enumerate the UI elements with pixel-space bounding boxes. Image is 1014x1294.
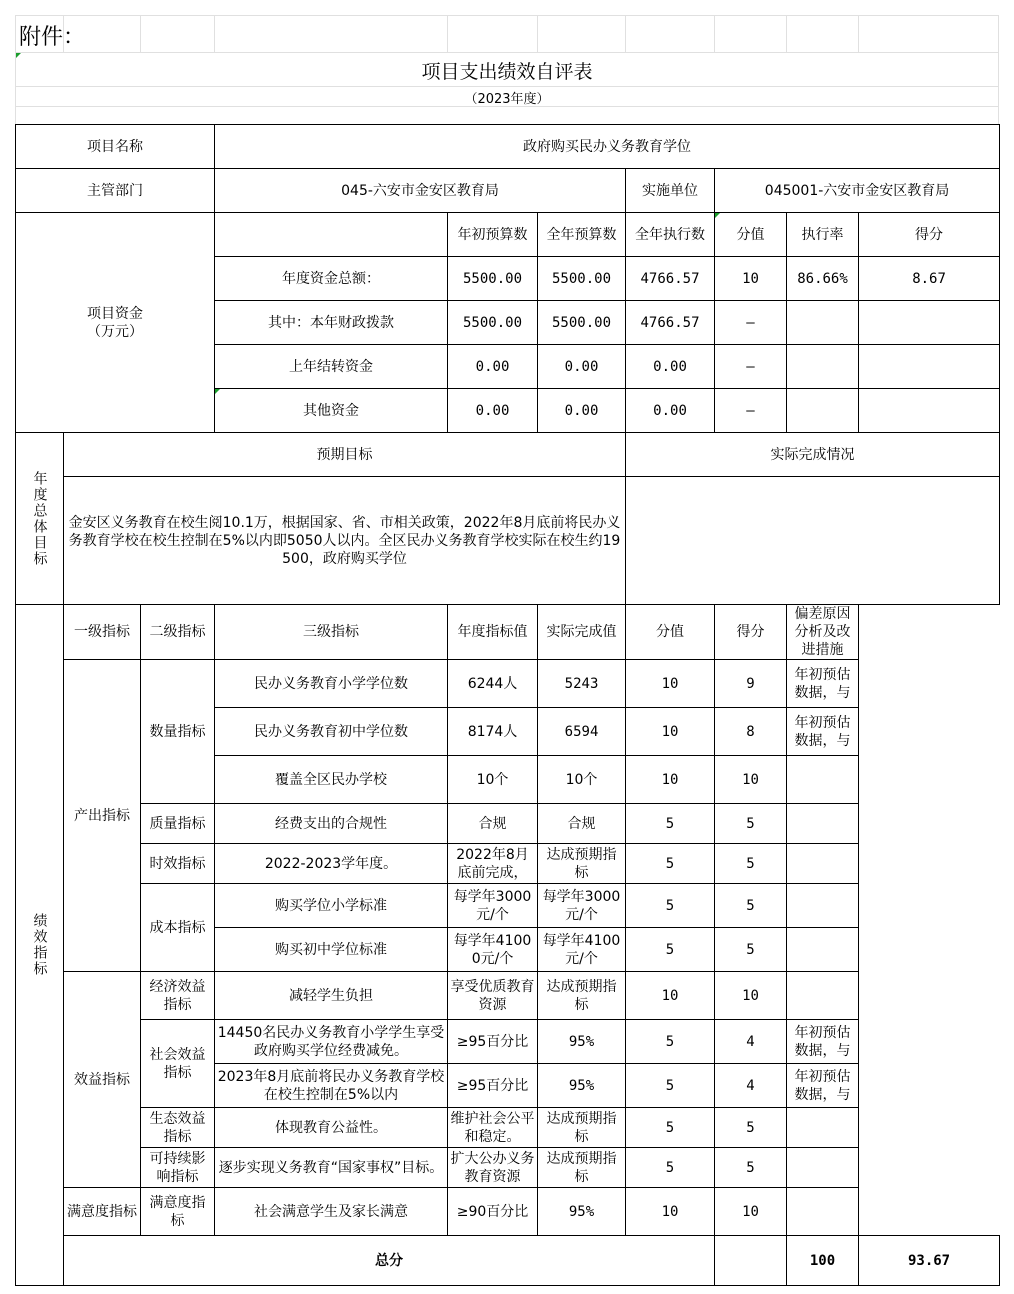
page-subtitle: （2023年度） [464,92,550,107]
sheet-gridline [140,15,141,52]
funds-annual[interactable]: 0.00 [538,345,626,389]
indicator-score[interactable]: 5 [715,1108,787,1148]
funds-score[interactable]: 8.67 [859,257,1000,301]
indicator-note-text: 年初预估数据，与 [794,666,851,701]
funds-header-blank [215,213,448,257]
level2-timeliness: 时效指标 [141,844,215,884]
indicator-actual[interactable]: 5243 [538,660,626,708]
indicator-name: 逐步实现义务教育“国家事权”目标。 [215,1148,448,1188]
dept-value[interactable]: 045-六安市金安区教育局 [215,169,626,213]
indicator-note[interactable] [787,844,859,884]
indicator-note[interactable] [787,708,859,756]
indicator-target[interactable] [448,1108,538,1148]
indicator-score-value[interactable]: 5 [626,928,715,972]
indicator-actual[interactable]: 达成预期指标 [538,1108,626,1148]
cell-comment-marker [16,53,21,58]
indicator-actual[interactable]: 每学年4100元/个 [538,928,626,972]
indicator-score-value[interactable]: 10 [626,972,715,1020]
dept-label: 主管部门 [16,169,215,213]
indicator-actual[interactable]: 合规 [538,804,626,844]
indicator-name: 覆盖全区民办学校 [215,756,448,804]
indicator-note[interactable] [787,1108,859,1148]
indicator-score-value[interactable]: 5 [626,844,715,884]
funds-executed[interactable]: 4766.57 [626,257,715,301]
funds-initial[interactable]: 5500.00 [448,257,538,301]
unit-value[interactable]: 045001-六安市金安区教育局 [715,169,1000,213]
level2-social: 社会效益指标 [141,1020,215,1108]
sheet-gridline [786,15,787,52]
indicator-note[interactable] [787,928,859,972]
funds-header-cell: 分值 [715,213,787,257]
indicator-target[interactable] [448,844,538,884]
funds-executed[interactable]: 0.00 [626,389,715,433]
funds-annual[interactable]: 0.00 [538,389,626,433]
indicator-score-value[interactable]: 5 [626,804,715,844]
level2-quantity: 数量指标 [141,660,215,804]
indicator-score-value[interactable]: 5 [626,884,715,928]
project-name-value[interactable]: 政府购买民办义务教育学位 [215,125,1000,169]
funds-score[interactable] [859,301,1000,345]
page-title: 项目支出绩效自评表 [421,61,593,83]
indicator-target[interactable]: 享受优质教育资源 [448,972,538,1020]
funds-rate[interactable] [787,389,859,433]
indicator-score[interactable]: 5 [715,1148,787,1188]
indicator-actual[interactable]: 95% [538,1020,626,1064]
indicator-note[interactable] [787,660,859,708]
indicator-note[interactable] [787,756,859,804]
goals-actual-label: 实际完成情况 [626,433,1000,477]
goals-label: 年度总体目标 [16,433,64,605]
indicator-score[interactable]: 5 [715,844,787,884]
funds-header-cell: 得分 [859,213,1000,257]
indicator-score[interactable]: 8 [715,708,787,756]
funds-row-name: 其他资金 [215,389,448,433]
goals-expected-text[interactable]: 金安区义务教育在校生阅10.1万，根据国家、省、市相关政策，2022年8月底前将民办义务教育学校在校生控制在5%以内即5050人以内。全区民办义务教育学校实际在校生约19500，政府购买学位 [64,477,626,605]
indicator-header: 年度指标值 [448,605,538,660]
indicator-score-value[interactable]: 5 [626,1108,715,1148]
indicator-actual[interactable]: 95% [538,1064,626,1108]
indicator-name: 社会满意学生及家长满意 [215,1188,448,1236]
indicator-name: 购买学位小学标准 [215,884,448,928]
indicator-target[interactable]: 6244人 [448,660,538,708]
indicator-name: 民办义务教育小学学位数 [215,660,448,708]
funds-score-value[interactable]: — [715,389,787,433]
indicator-score-value[interactable]: 5 [626,1020,715,1064]
indicator-score[interactable]: 10 [715,756,787,804]
indicator-target-text: 扩大公办义务教育资源 [450,1150,535,1185]
funds-header-cell: 年初预算数 [448,213,538,257]
indicator-score-value[interactable]: 5 [626,1064,715,1108]
funds-row-name: 其中：本年财政拨款 [215,301,448,345]
level1-benefit: 效益指标 [64,972,141,1188]
funds-label [16,213,215,433]
unit-label: 实施单位 [626,169,715,213]
indicator-name: 2023年8月底前将民办义务教育学校在校生控制在5%以内 [215,1064,448,1108]
funds-score-value[interactable]: — [715,345,787,389]
level2-quality: 质量指标 [141,804,215,844]
funds-row-name: 上年结转资金 [215,345,448,389]
sheet-gridline [15,86,999,87]
indicator-name: 2022-2023学年度。 [215,844,448,884]
indicator-header: 得分 [715,605,787,660]
funds-initial[interactable]: 5500.00 [448,301,538,345]
indicator-score[interactable]: 9 [715,660,787,708]
funds-score-value[interactable]: 10 [715,257,787,301]
funds-score-value[interactable]: — [715,301,787,345]
indicator-name: 民办义务教育初中学位数 [215,708,448,756]
indicator-target[interactable]: 8174人 [448,708,538,756]
indicator-actual[interactable]: 每学年3000元/个 [538,884,626,928]
funds-header-cell: 全年预算数 [538,213,626,257]
funds-annual[interactable]: 5500.00 [538,301,626,345]
level1-output: 产出指标 [64,660,141,972]
funds-rate[interactable] [787,301,859,345]
indicator-score[interactable]: 5 [715,804,787,844]
funds-label-text: 项目资金 （万元） [87,305,143,340]
indicator-target-text: 维护社会公平和稳定。 [450,1110,535,1145]
indicator-target[interactable]: 10个 [448,756,538,804]
indicator-name: 购买初中学位标准 [215,928,448,972]
funds-header-cell: 执行率 [787,213,859,257]
indicator-score[interactable]: 4 [715,1020,787,1064]
indicator-header: 偏差原因分析及改进措施 [787,605,859,660]
sheet-gridline [447,15,448,52]
indicator-score[interactable]: 10 [715,972,787,1020]
sheet-gridline [15,15,999,16]
indicator-name: 14450名民办义务教育小学学生享受政府购买学位经费减免。 [215,1020,448,1064]
indicator-actual[interactable]: 6594 [538,708,626,756]
funds-initial[interactable]: 0.00 [448,389,538,433]
indicator-note-text: 年初预估数据，与 [794,1068,851,1103]
indicator-target[interactable]: 合规 [448,804,538,844]
indicator-name: 经费支出的合规性 [215,804,448,844]
indicator-target[interactable]: ≥95百分比 [448,1020,538,1064]
indicator-actual[interactable]: 达成预期指标 [538,1148,626,1188]
indicator-note[interactable] [787,804,859,844]
funds-initial[interactable]: 0.00 [448,345,538,389]
funds-executed[interactable]: 4766.57 [626,301,715,345]
indicator-note[interactable] [787,1020,859,1064]
attachment-label: 附件： [19,25,86,50]
funds-header-cell: 全年执行数 [626,213,715,257]
indicator-note-text: 年初预估数据，与 [794,1024,851,1059]
indicator-score-value[interactable]: 5 [626,1148,715,1188]
indicator-score-value[interactable]: 10 [626,660,715,708]
indicator-actual[interactable]: 达成预期指标 [538,844,626,884]
total-blank [715,1236,787,1286]
level1-satisfaction: 满意度指标 [64,1188,141,1236]
indicators-label: 绩效指标 [16,605,64,1286]
indicator-score[interactable]: 5 [715,884,787,928]
indicator-note-text: 年初预估数据，与 [794,714,851,749]
indicator-header: 二级指标 [141,605,215,660]
indicator-header: 三级指标 [215,605,448,660]
indicator-note[interactable] [787,1064,859,1108]
sheet-gridline [537,15,538,52]
indicator-header: 一级指标 [64,605,141,660]
indicator-target[interactable] [448,1148,538,1188]
indicator-score[interactable]: 4 [715,1064,787,1108]
funds-row-name: 年度资金总额： [215,257,448,301]
level2-ecological: 生态效益指标 [141,1108,215,1148]
funds-score[interactable] [859,389,1000,433]
sheet-gridline [714,15,715,52]
sheet-gridline [214,15,215,52]
indicator-header: 实际完成值 [538,605,626,660]
goals-expected-label: 预期目标 [64,433,626,477]
total-label: 总分 [64,1236,715,1286]
indicator-target-text: 2022年8月底前完成， [456,846,529,881]
funds-annual[interactable]: 5500.00 [538,257,626,301]
funds-rate[interactable]: 86.66% [787,257,859,301]
project-name-label: 项目名称 [16,125,215,169]
indicator-target[interactable]: 每学年3000元/个 [448,884,538,928]
indicator-target[interactable]: ≥90百分比 [448,1188,538,1236]
level2-sustainable: 可持续影响指标 [141,1148,215,1188]
indicator-note[interactable] [787,972,859,1020]
indicator-name: 减轻学生负担 [215,972,448,1020]
indicator-target[interactable]: ≥95百分比 [448,1064,538,1108]
indicator-note[interactable] [787,1148,859,1188]
performance-table [15,124,1000,1286]
sheet-gridline [625,15,626,52]
indicator-score[interactable]: 10 [715,1188,787,1236]
indicator-score[interactable]: 5 [715,928,787,972]
indicator-note[interactable] [787,1188,859,1236]
goals-actual-text[interactable] [626,477,1000,605]
indicator-note[interactable] [787,884,859,928]
indicator-score-value[interactable]: 10 [626,756,715,804]
total-score[interactable]: 93.67 [859,1236,1000,1286]
level2-satisfaction: 满意度指标 [141,1188,215,1236]
indicator-target[interactable]: 每学年41000元/个 [448,928,538,972]
total-score-value[interactable]: 100 [787,1236,859,1286]
sheet-gridline [15,52,999,53]
funds-score[interactable] [859,345,1000,389]
level2-economic: 经济效益指标 [141,972,215,1020]
indicator-name: 体现教育公益性。 [215,1108,448,1148]
indicator-actual[interactable]: 95% [538,1188,626,1236]
indicator-actual[interactable]: 达成预期指标 [538,972,626,1020]
funds-rate[interactable] [787,345,859,389]
indicator-score-value[interactable]: 10 [626,708,715,756]
level2-cost: 成本指标 [141,884,215,972]
indicator-header: 分值 [626,605,715,660]
funds-executed[interactable]: 0.00 [626,345,715,389]
indicator-actual[interactable]: 10个 [538,756,626,804]
indicator-score-value[interactable]: 10 [626,1188,715,1236]
sheet-gridline [858,15,859,52]
